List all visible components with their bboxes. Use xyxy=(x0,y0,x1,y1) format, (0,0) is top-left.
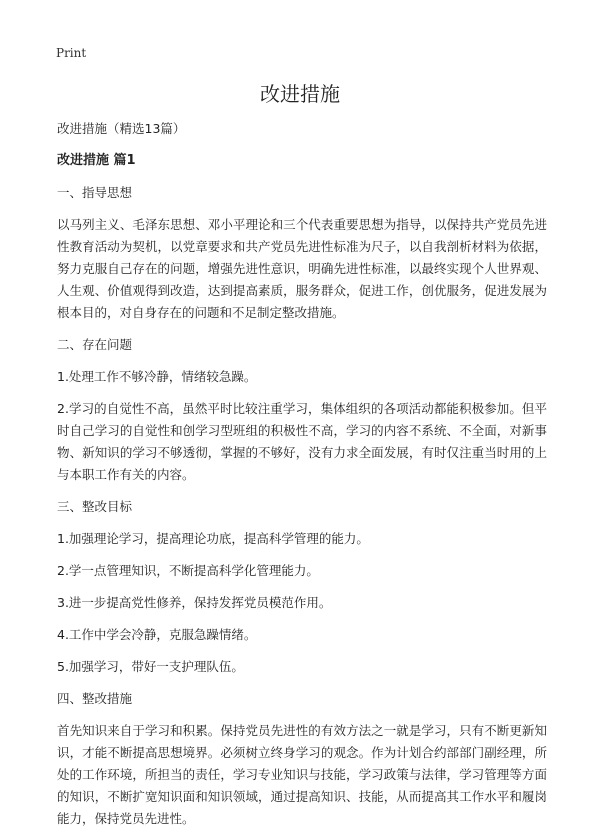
list-item-goal: 5.加强学习，带好一支护理队伍。 xyxy=(57,659,244,674)
list-item-problem: 1.处理工作不够冷静，情绪较急躁。 xyxy=(57,369,257,384)
document-subtitle: 改进措施（精选13篇） xyxy=(57,121,186,136)
section-title: 改进措施 篇1 xyxy=(57,153,136,168)
paragraph-guiding-ideology: 以马列主义、毛泽东思想、邓小平理论和三个代表重要思想为指导，以保持共产党员先进性教育活动为契机，以党章要求和共产党员先进性标准为尺子，以自我剖析材料为依据，努力克服自己存在的问题，增强先进性意识，明确先进性标准，以最终实现个人世界观、人生观、价值观得到改造，达到提高素质，服务群众，促进工作，创优服务，促进发展为根本目的，对自身存在的问题和不足制定整改措施。 xyxy=(57,217,547,320)
list-item-problem: 2.学习的自觉性不高，虽然平时比较注重学习，集体组织的各项活动都能积极参加。但平时自己学习的自觉性和创学习型班组的积极性不高，学习的内容不系统、不全面，对新事物、新知识的学习不够透彻，掌握的不够好，没有力求全面发展，有时仅注重当时用的上与本职工作有关的内容。 xyxy=(57,401,547,482)
paragraph-rectification-measures: 首先知识来自于学习和积累。保持党员先进性的有效方法之一就是学习，只有不断更新知识，才能不断提高思想境界。必须树立终身学习的观念。作为计划合约部部门副经理，所处的工作环境，所担当的责任，学习专业知识与技能，学习政策与法律，学习管理等方面的知识，不断扩宽知识面和知识领域，通过提高知识、技能，从而提高其工作水平和履岗能力，保持党员先进性。 xyxy=(57,723,547,826)
list-item-goal: 4.工作中学会冷静，克服急躁情绪。 xyxy=(57,627,257,642)
list-item-goal: 2.学一点管理知识，不断提高科学化管理能力。 xyxy=(57,563,319,578)
heading-rectification-measures: 四、整改措施 xyxy=(57,691,133,706)
list-item-goal: 1.加强理论学习，提高理论功底，提高科学管理的能力。 xyxy=(57,531,369,546)
list-item-goal: 3.进一步提高党性修养，保持发挥党员模范作用。 xyxy=(57,595,332,610)
print-link[interactable]: Print xyxy=(56,46,87,60)
heading-rectification-goals: 三、整改目标 xyxy=(57,499,133,514)
heading-guiding-ideology: 一、指导思想 xyxy=(57,185,133,200)
heading-existing-problems: 二、存在问题 xyxy=(57,337,133,352)
page-title: 改进措施 xyxy=(260,82,340,106)
document-body xyxy=(57,118,547,840)
